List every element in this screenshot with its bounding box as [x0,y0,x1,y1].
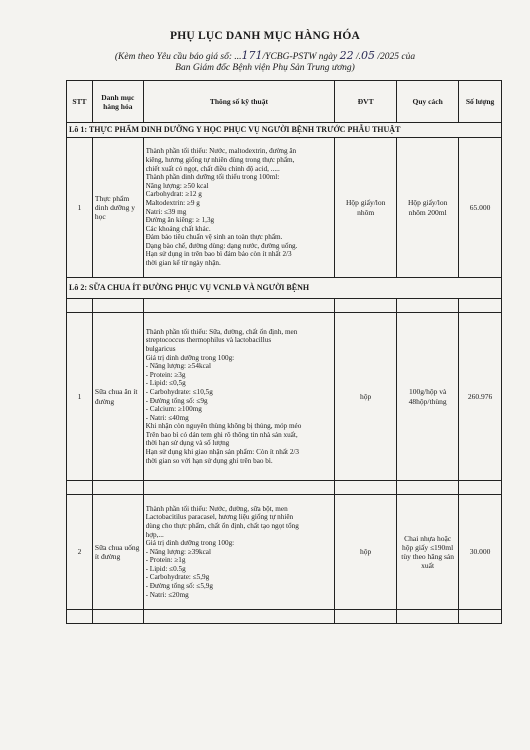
row-spec [143,313,335,481]
spec-line: - Protein: ≥3g [145,370,186,379]
issuer-line: Ban Giám đốc Bệnh viện Phụ Sản Trung ương) [175,63,355,73]
row-item-name: Thực phẩm dinh dưỡng y học [92,138,143,278]
spec-line: Hạn sử dụng khi giao nhận sản phẩm: Còn ít nhất 2/3 [145,448,300,457]
handwritten-day: 22 [339,49,354,62]
row-pack: Hộp giấy/lon nhôm 200ml [397,138,459,278]
reference-middle: /YCBG-PSTW ngày [262,52,338,62]
spec-line: hợp,... [145,530,164,539]
row-spec [143,138,335,278]
spec-line: thời hạn sử dụng và số lượng [145,439,230,448]
spec-line: Năng lượng: ≥50 kcal [145,181,209,190]
row-qty: 260.976 [459,313,502,481]
col-header-qty: Số lượng [459,81,502,123]
col-header-spec: Thông số kỹ thuật [143,81,335,123]
row-item-name: Sữa chua uống ít đường [92,495,143,610]
spec-line: Giá trị dinh dưỡng trong 100g: [145,353,235,362]
row-unit: hộp [335,313,397,481]
row-spec [143,495,335,610]
document-title: PHỤ LỤC DANH MỤC HÀNG HÓA [170,30,360,42]
spec-line: Đường ăn kiêng: ≥ 1,3g [145,216,215,225]
spec-line: - Năng lượng: ≥54kcal [145,362,211,371]
spec-line: - Natri: ≤40mg [145,413,189,422]
spec-line: Thành phần dinh dưỡng tối thiểu trong 100ml: [145,173,280,182]
row-stt: 1 [67,313,93,481]
spec-line: Trên bao bì có dán tem ghi rõ thông tin nhà sản xuất, [145,430,298,439]
spacer-row [67,610,502,624]
spec-line: - Protein: ≥1g [145,556,186,565]
spec-line: - Carbohydrate: ≤10,5g [145,387,213,396]
spec-line: Lactobacitilus paracasel, hương liệu giống tự nhiên [145,513,294,522]
spec-line: streptococcus thermophilus và lactobacillus [145,336,272,345]
row-item-name: Sữa chua ăn ít đường [92,313,143,481]
spec-line: Đảm bảo tiêu chuẩn vệ sinh an toàn thực phẩm. [145,233,283,242]
spec-line: Maltodextrin: ≥9 g [145,198,200,207]
table-row [67,313,502,481]
handwritten-month: 05 [361,49,375,62]
spec-line: Giá trị dinh dưỡng trong 100g: [145,539,235,548]
goods-table [66,80,502,624]
col-header-stt: STT [67,81,93,123]
table-row [67,138,502,278]
spec-line: bulgaricus [145,344,176,353]
col-header-item: Danh mục hàng hóa [92,81,143,123]
reference-line: (Kèm theo Yêu cầu báo giá số: ...171/YCBG-PSTW ngày 22 /.05 /2025 của [114,49,416,62]
row-stt: 1 [67,138,93,278]
reference-prefix: (Kèm theo Yêu cầu báo giá số: ... [114,52,242,62]
spec-line: thời gian kể từ ngày nhận. [145,259,221,268]
row-unit: hộp [335,495,397,610]
spec-line: dùng cho thực phẩm, chất ổn định, chất tạo ngọt tổng [145,521,299,530]
spec-line: - Năng lượng: ≥39kcal [145,547,211,556]
spec-line: Thành phần tối thiểu: Nước, đường, sữa bột, men [145,504,288,513]
col-header-pack: Quy cách [397,81,459,123]
table-header-row [67,81,502,123]
spacer-row [67,481,502,495]
spec-line: - Carbohydrate: ≤5,9g [145,573,210,582]
lot-1-title: Lô 1: THỰC PHẨM DINH DƯỠNG Y HỌC PHỤC VỤ NGƯỜI BỆNH TRƯỚC PHẪU THUẬT [67,123,502,138]
spec-line: thời gian so với hạn sử dụng ghi trên bao bì. [145,456,273,465]
row-qty: 65.000 [459,138,502,278]
handwritten-doc-number: 171 [241,49,263,62]
spec-line: Các khoáng chất khác. [145,224,211,233]
row-unit: Hộp giấy/lon nhôm [335,138,397,278]
spec-line: kiêng, hương giống tự nhiên dùng trong thực phẩm, [145,155,295,164]
row-qty: 30.000 [459,495,502,610]
spec-line: Natri: ≤39 mg [145,207,187,216]
spec-line: - Natri: ≤20mg [145,590,189,599]
lot-2-header [67,278,502,299]
lot-2-title: Lô 2: SỮA CHUA ÍT ĐƯỜNG PHỤC VỤ VCNLĐ VÀ NGƯỜI BỆNH [67,278,502,299]
lot-1-header [67,123,502,138]
spec-line: Dạng bào chế, đường dùng: dạng nước, đường uống. [145,241,298,250]
spec-line: Thành phần tối thiểu: Sữa, đường, chất ổn định, men [145,327,298,336]
row-pack: Chai nhựa hoặc hộp giấy ≤190ml tùy theo hãng sản xuất [397,495,459,610]
spec-line: - Đường tổng số: ≤5,9g [145,582,213,591]
spec-line: - Calcium: ≥100mg [145,405,202,414]
table-row [67,495,502,610]
spec-line: chiết xuất cỏ ngọt, chất điều chỉnh độ acid, ..... [145,164,280,173]
spec-line: - Đường tổng số: ≤9g [145,396,208,405]
row-pack: 100g/hộp và 48hộp/thùng [397,313,459,481]
spec-line: Khi nhận còn nguyên thùng không bị thủng, móp méo [145,422,302,431]
reference-suffix: /2025 của [377,52,416,62]
row-stt: 2 [67,495,93,610]
spec-line: - Lipid: ≤0,5g [145,379,186,388]
spec-line: Carbohydrat: ≥12 g [145,190,202,199]
spec-line: - Lipid: ≤0.5g [145,564,186,573]
spec-line: Thành phần tối thiểu: Nước, maltodextrin, đường ăn [145,147,297,156]
spacer-row [67,299,502,313]
col-header-unit: ĐVT [335,81,397,123]
spec-line: Hạn sử dụng in trên bao bì đảm bảo còn ít nhất 2/3 [145,250,292,259]
